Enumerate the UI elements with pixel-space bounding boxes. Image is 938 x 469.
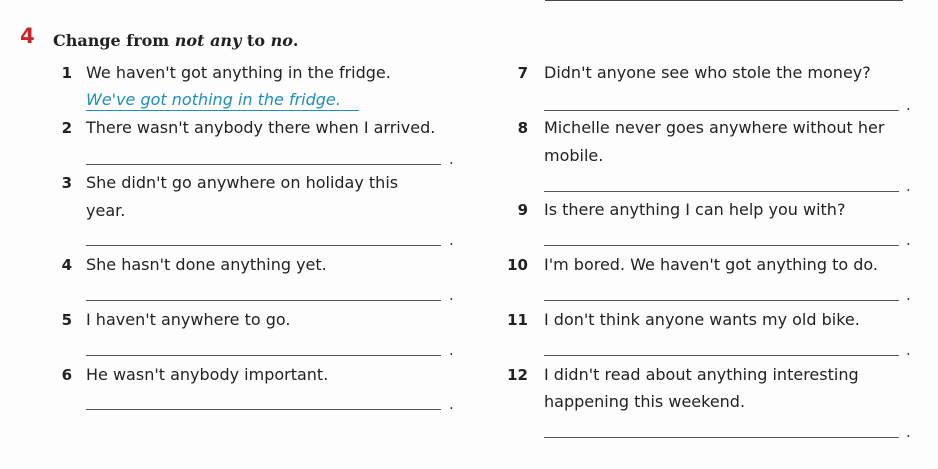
item-11-answer-line[interactable]: [544, 355, 899, 356]
item-8-period: .: [906, 177, 911, 195]
item-6-period: .: [449, 395, 454, 413]
item-11-number: 11: [507, 311, 528, 329]
item-3-sentence-line2: year.: [86, 201, 126, 220]
item-7-sentence: Didn't anyone see who stole the money?: [544, 63, 871, 82]
item-9-answer-line[interactable]: [544, 245, 899, 246]
top-answer-line: [545, 0, 903, 1]
item-2-period: .: [449, 150, 454, 168]
example-answer: We've got nothing in the fridge.: [86, 90, 341, 109]
item-4-sentence: She hasn't done anything yet.: [86, 255, 327, 274]
item-12-answer-line[interactable]: [544, 437, 899, 438]
example-answer-line: [86, 110, 359, 111]
item-10-period: .: [906, 286, 911, 304]
item-10-answer-line[interactable]: [544, 300, 899, 301]
item-4-answer-line[interactable]: [86, 300, 441, 301]
item-8-number: 8: [517, 119, 528, 137]
item-9-sentence: Is there anything I can help you with?: [544, 200, 846, 219]
item-5-answer-line[interactable]: [86, 355, 441, 356]
item-4-number: 4: [61, 256, 72, 274]
exercise-number: 4: [20, 24, 35, 48]
item-7-period: .: [906, 96, 911, 114]
item-3-number: 3: [61, 174, 72, 192]
item-11-sentence: I don't think anyone wants my old bike.: [544, 310, 860, 329]
item-9-period: .: [906, 231, 911, 249]
item-1-number: 1: [61, 64, 72, 82]
item-7-number: 7: [517, 64, 528, 82]
item-12-period: .: [906, 423, 911, 441]
item-12-sentence-line1: I didn't read about anything interesting: [544, 365, 859, 384]
item-9-number: 9: [517, 201, 528, 219]
item-6-answer-line[interactable]: [86, 409, 441, 410]
item-8-sentence-line2: mobile.: [544, 146, 604, 165]
item-5-period: .: [449, 341, 454, 359]
item-4-period: .: [449, 286, 454, 304]
item-6-number: 6: [61, 366, 72, 384]
item-6-sentence: He wasn't anybody important.: [86, 365, 329, 384]
item-10-number: 10: [507, 256, 528, 274]
item-12-sentence-line2: happening this weekend.: [544, 392, 746, 411]
item-3-answer-line[interactable]: [86, 245, 441, 246]
item-3-sentence-line1: She didn't go anywhere on holiday this: [86, 173, 399, 192]
item-2-answer-line[interactable]: [86, 164, 441, 165]
item-5-number: 5: [61, 311, 72, 329]
item-2-sentence: There wasn't anybody there when I arrived.: [86, 118, 436, 137]
item-12-number: 12: [507, 366, 528, 384]
item-3-period: .: [449, 231, 454, 249]
exercise-instruction: Change from not any to no.: [53, 31, 299, 50]
item-10-sentence: I'm bored. We haven't got anything to do.: [544, 255, 878, 274]
item-5-sentence: I haven't anywhere to go.: [86, 310, 291, 329]
item-2-number: 2: [61, 119, 72, 137]
item-8-sentence-line1: Michelle never goes anywhere without her: [544, 118, 885, 137]
item-8-answer-line[interactable]: [544, 191, 899, 192]
item-7-answer-line[interactable]: [544, 110, 899, 111]
item-1-sentence: We haven't got anything in the fridge.: [86, 63, 391, 82]
item-11-period: .: [906, 341, 911, 359]
